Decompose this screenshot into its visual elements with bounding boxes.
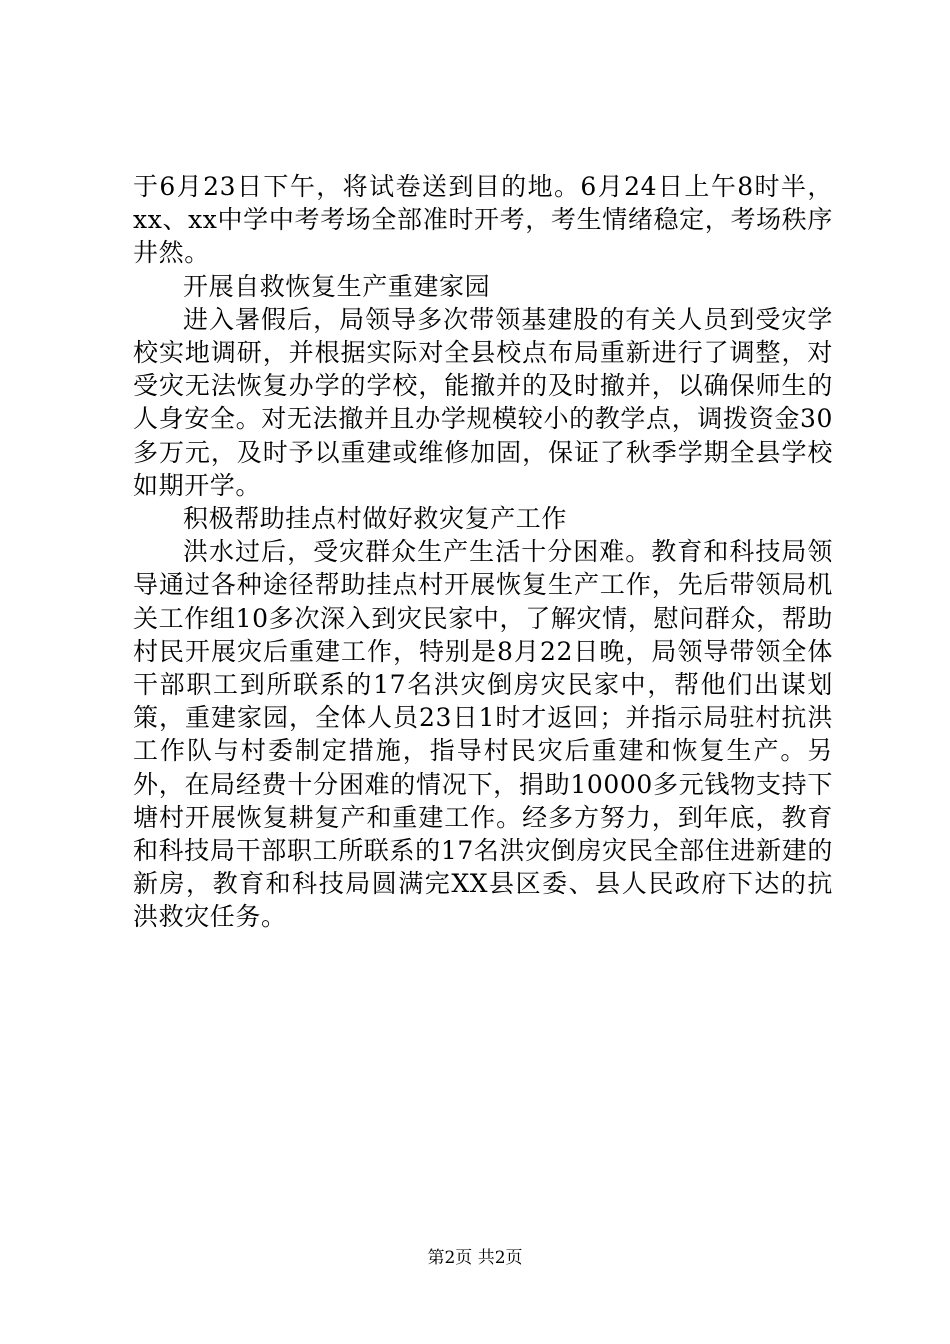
- section-heading-self-rescue: 开展自救恢复生产重建家园: [183, 271, 491, 301]
- paragraph-summer-rebuild: 进入暑假后，局领导多次带领基建股的有关人员到受灾学校实地调研，并根据实际对全县校点布局重新进行了调整，对受灾无法恢复办学的学校，能撤并的及时撤并，以确保师生的人身安全。对无法撤并且办学规模较小的教学点，调拨资金30多万元，及时予以重建或维修加固，保证了秋季学期全县学校如期开学。: [133, 304, 833, 500]
- section-heading-village-aid: 积极帮助挂点村做好救灾复产工作: [183, 504, 568, 534]
- paragraph-flood-aftermath: 洪水过后，受灾群众生产生活十分困难。教育和科技局领导通过各种途径帮助挂点村开展恢复生产工作，先后带领局机关工作组10多次深入到灾民家中，了解灾情，慰问群众，帮助村民开展灾后重建工作，特别是8月22日晚，局领导带领全体干部职工到所联系的17名洪灾倒房灾民家中，帮他们出谋划策，重建家园，全体人员23日1时才返回；并指示局驻村抗洪工作队与村委制定措施，指导村民灾后重建和恢复生产。另外，在局经费十分困难的情况下，捐助10000多元钱物支持下塘村开展恢复耕复产和重建工作。经多方努力，到年底，教育和科技局干部职工所联系的17名洪灾倒房灾民全部住进新建的新房，教育和科技局圆满完XX县区委、县人民政府下达的抗洪救灾任务。: [133, 537, 833, 932]
- page-number-footer: 第2页 共2页: [427, 1248, 523, 1268]
- document-body: [133, 170, 833, 934]
- paragraph-continuation: 于6月23日下午，将试卷送到目的地。6月24日上午8时半，xx、xx中学中考考场全部准时开考，考生情绪稳定，考场秩序井然。: [133, 172, 833, 268]
